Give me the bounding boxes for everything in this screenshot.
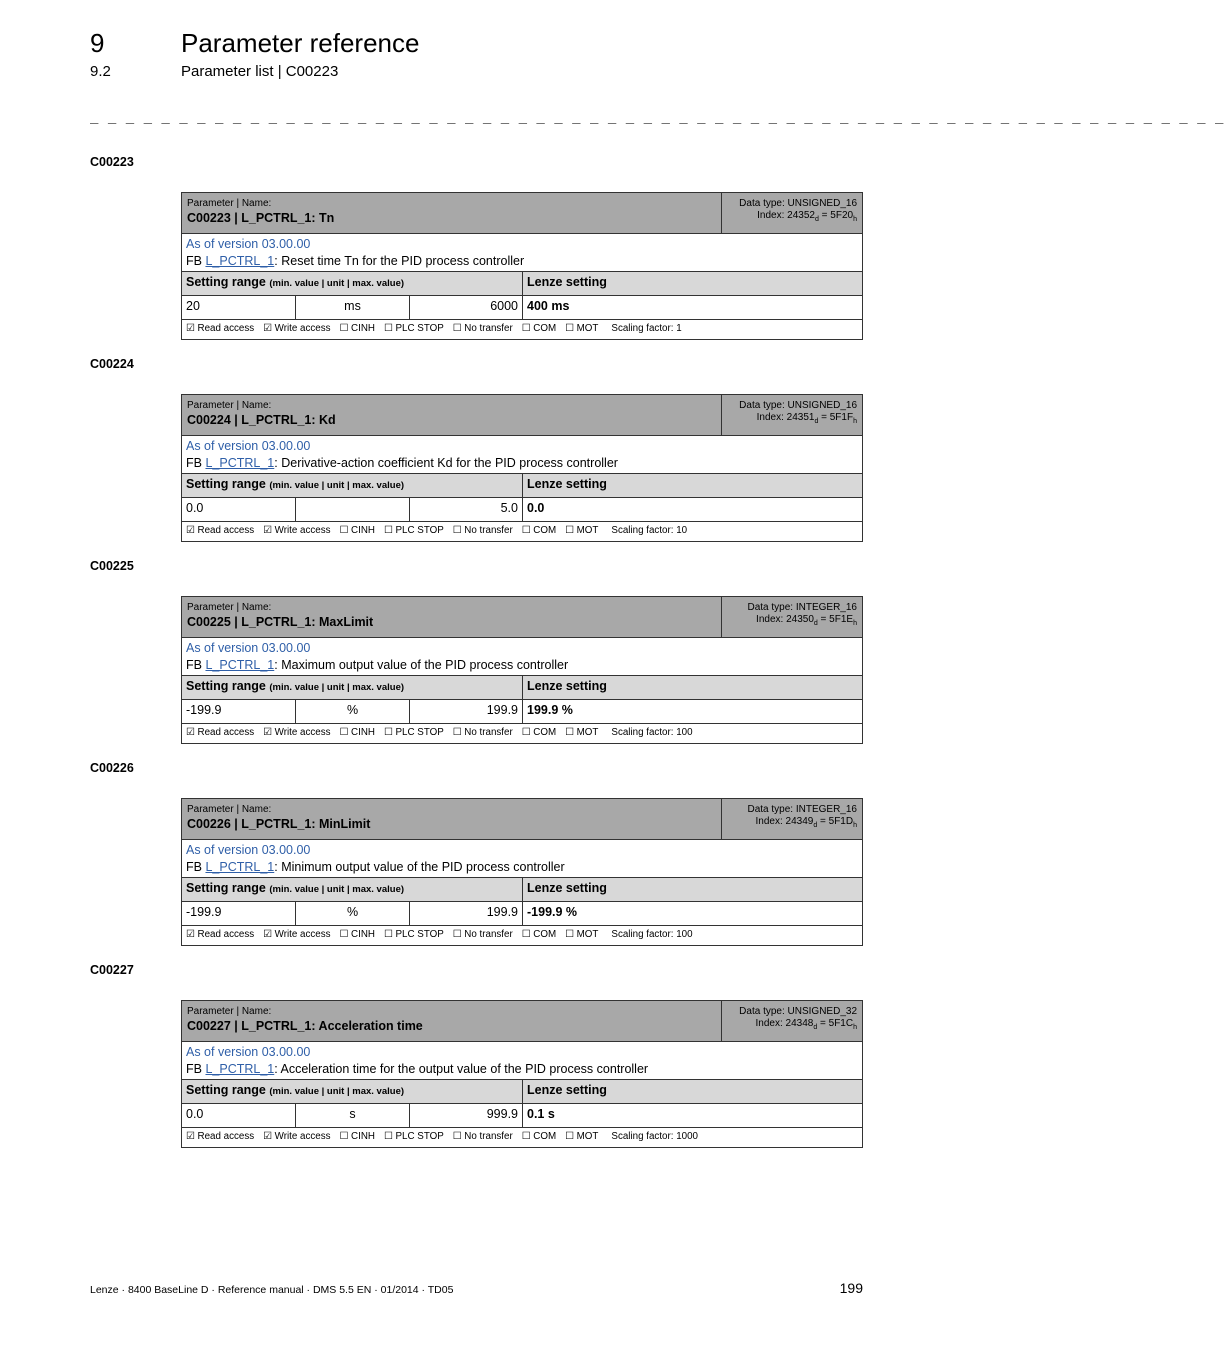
data-type: Data type: UNSIGNED_16 bbox=[739, 198, 857, 209]
description-text: : Reset time Tn for the PID process controller bbox=[274, 254, 525, 268]
index: Index: $24350_d = 5F1E_h$ bbox=[756, 614, 857, 627]
parameter-table bbox=[181, 192, 863, 340]
scaling-factor: Scaling factor: 1 bbox=[611, 323, 682, 334]
access-flags: ☑ Read access ☑ Write access ☐ CINH ☐ PLC STOP ☐ No transfer ☐ COM ☐ MOT Scaling factor: 1 bbox=[186, 323, 682, 334]
max-value: 5.0 bbox=[410, 498, 523, 521]
max-value: 999.9 bbox=[410, 1104, 523, 1127]
setting-range-header: Setting range (min. value | unit | max. value) Lenze setting bbox=[182, 1080, 862, 1104]
access-flags: ☑ Read access ☑ Write access ☐ CINH ☐ PLC STOP ☐ No transfer ☐ COM ☐ MOT Scaling factor: 100 bbox=[186, 727, 693, 738]
parameter-description: As of version 03.00.00 FB L_PCTRL_1: Derivative-action coefficient Kd for the PID process controller bbox=[182, 436, 862, 474]
parameter-table bbox=[181, 596, 863, 744]
parameter-heading: C00223 bbox=[90, 155, 134, 169]
setting-range-header: Setting range (min. value | unit | max. value) Lenze setting bbox=[182, 474, 862, 498]
parameter-description: As of version 03.00.00 FB L_PCTRL_1: Acceleration time for the output value of the PID process controller bbox=[182, 1042, 862, 1080]
fb-link[interactable]: L_PCTRL_1 bbox=[205, 1062, 275, 1076]
data-type: Data type: INTEGER_16 bbox=[747, 602, 857, 613]
section-number: 9.2 bbox=[90, 63, 111, 80]
unit: % bbox=[296, 902, 410, 925]
parameter-name: C00227 | L_PCTRL_1: Acceleration time bbox=[187, 1019, 423, 1033]
parameter-name: C00223 | L_PCTRL_1: Tn bbox=[187, 211, 335, 225]
chapter-number: 9 bbox=[90, 28, 105, 58]
parameter-description: As of version 03.00.00 FB L_PCTRL_1: Maximum output value of the PID process controller bbox=[182, 638, 862, 676]
setting-range-header: Setting range (min. value | unit | max. value) Lenze setting bbox=[182, 676, 862, 700]
parameter-name: C00224 | L_PCTRL_1: Kd bbox=[187, 413, 336, 427]
version-note: As of version 03.00.00 bbox=[186, 1045, 311, 1059]
description-text: : Derivative-action coefficient Kd for the PID process controller bbox=[274, 456, 618, 470]
parameter-name-label: Parameter | Name: bbox=[187, 1006, 272, 1017]
data-type: Data type: UNSIGNED_16 bbox=[739, 400, 857, 411]
setting-range-values bbox=[182, 902, 862, 926]
scaling-factor: Scaling factor: 1000 bbox=[611, 1131, 698, 1142]
setting-range-header: Setting range (min. value | unit | max. value) Lenze setting bbox=[182, 272, 862, 296]
parameter-table-header bbox=[182, 799, 862, 840]
unit: s bbox=[296, 1104, 410, 1127]
parameter-name-label: Parameter | Name: bbox=[187, 602, 272, 613]
lenze-setting-value: 0.0 bbox=[527, 501, 545, 515]
parameter-name: C00225 | L_PCTRL_1: MaxLimit bbox=[187, 615, 374, 629]
fb-link[interactable]: L_PCTRL_1 bbox=[205, 254, 275, 268]
version-note: As of version 03.00.00 bbox=[186, 641, 311, 655]
parameter-table bbox=[181, 1000, 863, 1148]
parameter-description: As of version 03.00.00 FB L_PCTRL_1: Minimum output value of the PID process controller bbox=[182, 840, 862, 878]
parameter-table-header bbox=[182, 395, 862, 436]
lenze-setting-value: 0.1 s bbox=[527, 1107, 555, 1121]
lenze-setting-value: 199.9 % bbox=[527, 703, 573, 717]
parameter-heading: C00226 bbox=[90, 761, 134, 775]
max-value: 199.9 bbox=[410, 700, 523, 723]
description-text: : Minimum output value of the PID process controller bbox=[274, 860, 565, 874]
setting-range-values bbox=[182, 1104, 862, 1128]
description-text: : Acceleration time for the output value of the PID process controller bbox=[274, 1062, 649, 1076]
header-separator: _ _ _ _ _ _ _ _ _ _ _ _ _ _ _ _ _ _ _ _ _ _ _ _ _ _ _ _ _ _ _ _ _ _ _ _ _ _ _ _ _ _ _ _ _ _ _ _ _ _ _ _ _ _ _ _ _ _ _ _ _ _ _ _ bbox=[90, 108, 1224, 124]
parameter-name: C00226 | L_PCTRL_1: MinLimit bbox=[187, 817, 371, 831]
parameter-name-label: Parameter | Name: bbox=[187, 198, 272, 209]
index: Index: $24348_d = 5F1C_h$ bbox=[755, 1018, 857, 1031]
description-text: : Maximum output value of the PID process controller bbox=[274, 658, 569, 672]
parameter-table-header bbox=[182, 597, 862, 638]
setting-range-values bbox=[182, 700, 862, 724]
parameter-table bbox=[181, 394, 863, 542]
parameter-description: As of version 03.00.00 FB L_PCTRL_1: Reset time Tn for the PID process controller bbox=[182, 234, 862, 272]
parameter-table-header bbox=[182, 1001, 862, 1042]
unit bbox=[296, 498, 410, 521]
unit: % bbox=[296, 700, 410, 723]
version-note: As of version 03.00.00 bbox=[186, 237, 311, 251]
data-type: Data type: UNSIGNED_32 bbox=[739, 1006, 857, 1017]
index: Index: $24352_d = 5F20_h$ bbox=[757, 210, 857, 223]
scaling-factor: Scaling factor: 100 bbox=[611, 727, 693, 738]
data-type: Data type: INTEGER_16 bbox=[747, 804, 857, 815]
parameter-heading: C00225 bbox=[90, 559, 134, 573]
access-flags: ☑ Read access ☑ Write access ☐ CINH ☐ PLC STOP ☐ No transfer ☐ COM ☐ MOT Scaling factor: 100 bbox=[186, 929, 693, 940]
page-number: 199 bbox=[839, 1280, 863, 1296]
min-value: 20 bbox=[182, 296, 296, 319]
min-value: -199.9 bbox=[182, 700, 296, 723]
section-title: Parameter list | C00223 bbox=[181, 63, 339, 80]
min-value: 0.0 bbox=[182, 1104, 296, 1127]
min-value: -199.9 bbox=[182, 902, 296, 925]
index: Index: $24351_d = 5F1F_h$ bbox=[756, 412, 857, 425]
parameter-name-label: Parameter | Name: bbox=[187, 804, 272, 815]
access-flags: ☑ Read access ☑ Write access ☐ CINH ☐ PLC STOP ☐ No transfer ☐ COM ☐ MOT Scaling factor: 1000 bbox=[186, 1131, 698, 1142]
fb-link[interactable]: L_PCTRL_1 bbox=[205, 658, 275, 672]
fb-link[interactable]: L_PCTRL_1 bbox=[205, 456, 275, 470]
max-value: 199.9 bbox=[410, 902, 523, 925]
version-note: As of version 03.00.00 bbox=[186, 843, 311, 857]
chapter-title: Parameter reference bbox=[181, 28, 420, 58]
fb-link[interactable]: L_PCTRL_1 bbox=[205, 860, 275, 874]
footer-text: Lenze · 8400 BaseLine D · Reference manual · DMS 5.5 EN · 01/2014 · TD05 bbox=[90, 1284, 454, 1296]
parameter-table-header bbox=[182, 193, 862, 234]
min-value: 0.0 bbox=[182, 498, 296, 521]
scaling-factor: Scaling factor: 10 bbox=[611, 525, 688, 536]
index: Index: $24349_d = 5F1D_h$ bbox=[755, 816, 857, 829]
parameter-heading: C00224 bbox=[90, 357, 134, 371]
parameter-table bbox=[181, 798, 863, 946]
setting-range-values bbox=[182, 498, 862, 522]
scaling-factor: Scaling factor: 100 bbox=[611, 929, 693, 940]
unit: ms bbox=[296, 296, 410, 319]
parameter-heading: C00227 bbox=[90, 963, 134, 977]
setting-range-values bbox=[182, 296, 862, 320]
setting-range-header: Setting range (min. value | unit | max. value) Lenze setting bbox=[182, 878, 862, 902]
lenze-setting-value: -199.9 % bbox=[527, 905, 578, 919]
access-flags: ☑ Read access ☑ Write access ☐ CINH ☐ PLC STOP ☐ No transfer ☐ COM ☐ MOT Scaling factor: 10 bbox=[186, 525, 688, 536]
lenze-setting-value: 400 ms bbox=[527, 299, 570, 313]
parameter-name-label: Parameter | Name: bbox=[187, 400, 272, 411]
version-note: As of version 03.00.00 bbox=[186, 439, 311, 453]
max-value: 6000 bbox=[410, 296, 523, 319]
